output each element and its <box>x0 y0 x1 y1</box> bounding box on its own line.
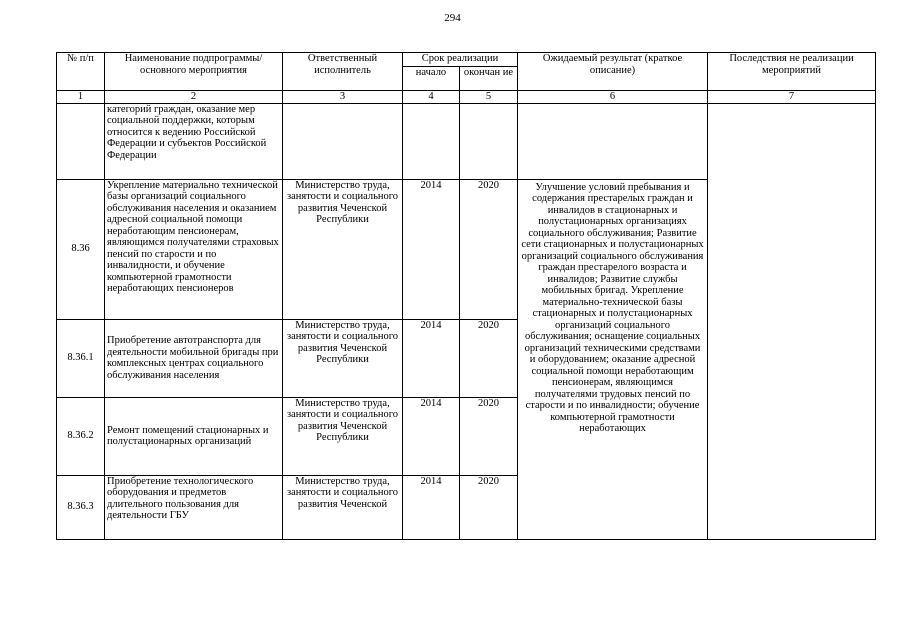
responsible-executor: Министерство труда, занятости и социального развития Чеченской Республики <box>283 319 403 397</box>
start-year: 2014 <box>403 397 460 475</box>
column-number: 6 <box>518 91 708 104</box>
row-number: 8.36 <box>57 179 105 319</box>
column-number: 5 <box>460 91 518 104</box>
end-year <box>460 103 518 179</box>
header-end: окончан ие <box>460 67 518 91</box>
header-period: Срок реализации <box>403 53 518 67</box>
responsible-executor: Министерство труда, занятости и социального развития Чеченской Республики <box>283 179 403 319</box>
end-year: 2020 <box>460 319 518 397</box>
column-number: 2 <box>105 91 283 104</box>
activity-name: Ремонт помещений стационарных и полустационарных организаций <box>105 397 283 475</box>
start-year: 2014 <box>403 179 460 319</box>
header-expected-result: Ожидаемый результат (краткое описание) <box>518 53 708 91</box>
expected-result-blank <box>518 103 708 179</box>
responsible-executor: Министерство труда, занятости и социального развития Чеченской <box>283 475 403 539</box>
column-number: 1 <box>57 91 105 104</box>
start-year: 2014 <box>403 475 460 539</box>
start-year: 2014 <box>403 319 460 397</box>
end-year: 2020 <box>460 397 518 475</box>
consequences-cell <box>708 103 876 539</box>
activity-name: Укрепление материально технической базы организаций социального обслуживания населения и оказанием адресной социальной помощи неработающим пенсионерам, являющимся получателями страховых пенсий по старости и по инвалидности, и обучение компьютерной грамотности неработающих пенсионеров <box>105 179 283 319</box>
header-name: Наименование подпрограммы/ основного мероприятия <box>105 53 283 91</box>
activity-name: Приобретение технологического оборудования и предметов длительного пользования для деятельности ГБУ <box>105 475 283 539</box>
program-table <box>56 52 876 540</box>
header-responsible: Ответственный исполнитель <box>283 53 403 91</box>
header-num: № п/п <box>57 53 105 91</box>
expected-result: Улучшение условий пребывания и содержания престарелых граждан и инвалидов в стационарных и полустационарных организациях социального обслуживания; Развитие сети стационарных и полустационарных организаций социального обслуживания граждан престарелого возраста и инвалидов; Развитие службы мобильных бригад. Укрепление материально-технической базы стационарных и полустационарных организаций социального обслуживания; оснащение социальных организаций техническими средствами и оборудованием; оказание адресной социальной помощи неработающим пенсионерам, являющимся получателями трудовых пенсий по старости и по инвалидности; обучение компьютерной грамотности неработающих <box>518 179 708 539</box>
row-number <box>57 103 105 179</box>
activity-name: категорий граждан, оказание мер социальной поддержки, которым относится к ведению Российской Федерации и субъектов Российской Федерации <box>105 103 283 179</box>
table-row <box>57 103 876 179</box>
column-number: 4 <box>403 91 460 104</box>
column-number: 7 <box>708 91 876 104</box>
start-year <box>403 103 460 179</box>
activity-name: Приобретение автотранспорта для деятельности мобильной бригады при комплексных центрах социального обслуживания населения <box>105 319 283 397</box>
end-year: 2020 <box>460 475 518 539</box>
column-number: 3 <box>283 91 403 104</box>
responsible-executor: Министерство труда, занятости и социального развития Чеченской Республики <box>283 397 403 475</box>
row-number: 8.36.2 <box>57 397 105 475</box>
header-start: начало <box>403 67 460 91</box>
responsible-executor <box>283 103 403 179</box>
end-year: 2020 <box>460 179 518 319</box>
row-number: 8.36.3 <box>57 475 105 539</box>
header-consequences: Последствия не реализации мероприятий <box>708 53 876 91</box>
page-number: 294 <box>444 12 461 24</box>
row-number: 8.36.1 <box>57 319 105 397</box>
